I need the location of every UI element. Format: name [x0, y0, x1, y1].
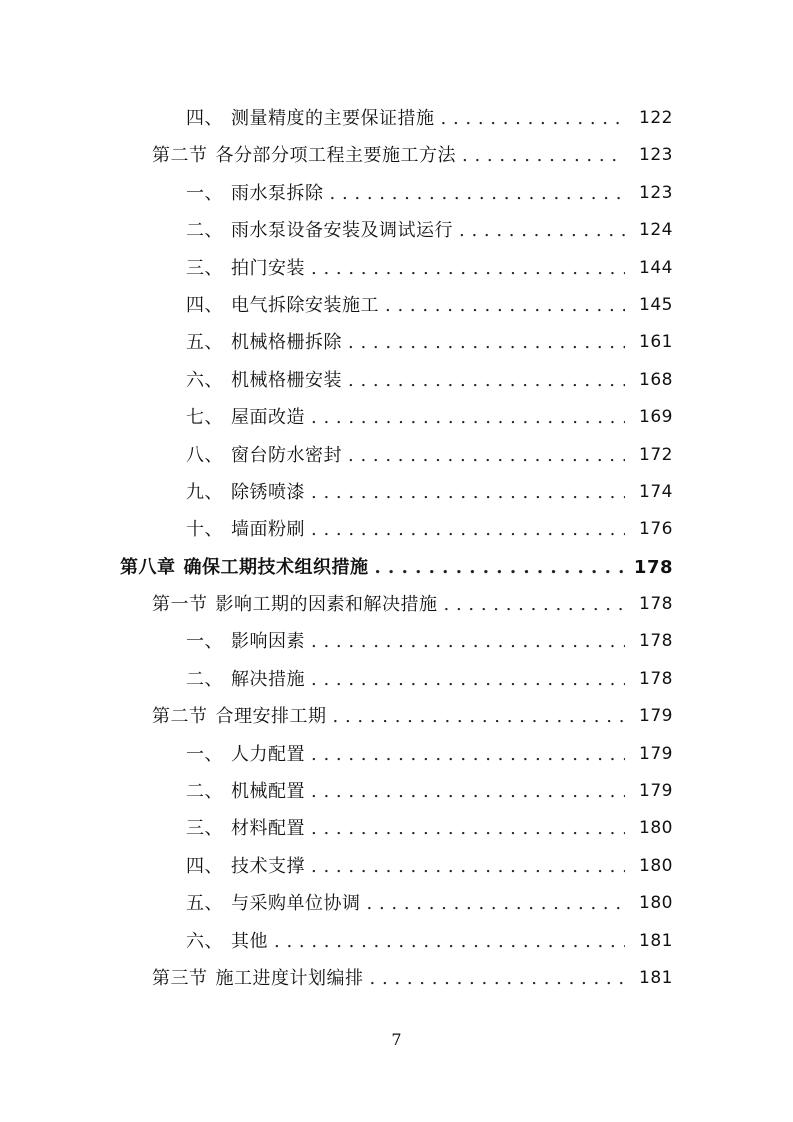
toc-entry-number: 十、 — [186, 519, 223, 541]
toc-entry-number: 二、 — [186, 220, 223, 242]
toc-item-entry[interactable] — [0, 250, 793, 287]
toc-entry-number: 第一节 — [152, 594, 208, 616]
toc-entry-number: 六、 — [186, 930, 223, 952]
dot-leader — [311, 810, 625, 847]
toc-entry-text: 测量精度的主要保证措施 — [231, 108, 435, 129]
toc-entry-text: 窗台防水密封 — [231, 444, 342, 466]
dot-leader — [459, 212, 625, 249]
toc-entry-text: 确保工期技术组织措施 — [183, 556, 369, 578]
dot-leader — [385, 287, 625, 324]
dot-leader — [370, 960, 626, 997]
toc-item-entry[interactable] — [0, 175, 793, 212]
toc-entry-text: 技术支撑 — [231, 855, 305, 877]
toc-entry-page-number: 123 — [639, 182, 673, 203]
toc-entry-number: 第二节 — [152, 145, 208, 167]
toc-entry-page-number: 178 — [639, 594, 673, 615]
toc-entry-number: 第八章 — [120, 556, 176, 578]
toc-entry-number: 三、 — [186, 257, 223, 279]
toc-chapter-entry[interactable] — [0, 549, 793, 586]
toc-entry-text: 其他 — [231, 930, 268, 952]
toc-section-entry[interactable] — [0, 698, 793, 735]
toc-entry-number: 第三节 — [152, 967, 208, 989]
dot-leader — [462, 137, 625, 174]
toc-entry-text: 影响工期的因素和解决措施 — [215, 594, 438, 616]
dot-leader — [311, 661, 625, 698]
toc-entry-page-number: 168 — [639, 369, 673, 390]
toc-entry-title — [186, 175, 324, 212]
toc-entry-title — [186, 773, 305, 810]
dot-leader — [311, 623, 625, 660]
toc-entry-text: 影响因素 — [231, 631, 305, 653]
dot-leader — [444, 586, 626, 623]
toc-entry-number: 第二节 — [152, 706, 208, 728]
toc-item-entry[interactable] — [0, 885, 793, 922]
dot-leader — [311, 474, 625, 511]
toc-entry-page-number: 123 — [639, 145, 673, 166]
toc-entry-title — [186, 885, 361, 922]
toc-entry-number: 一、 — [186, 182, 223, 204]
toc-entry-title — [186, 362, 342, 399]
toc-entry-number: 六、 — [186, 369, 223, 391]
toc-entry-title — [120, 549, 369, 586]
dot-leader — [274, 923, 625, 960]
toc-entry-number: 一、 — [186, 743, 223, 765]
toc-entry-text: 雨水泵拆除 — [231, 182, 324, 204]
toc-item-entry[interactable] — [0, 399, 793, 436]
toc-entry-title — [186, 923, 268, 960]
toc-entry-page-number: 144 — [639, 257, 673, 278]
toc-entry-title — [186, 212, 453, 249]
toc-item-entry[interactable] — [0, 287, 793, 324]
toc-entry-number: 四、 — [186, 855, 223, 877]
toc-section-entry[interactable] — [0, 137, 793, 174]
toc-section-entry[interactable] — [0, 586, 793, 623]
toc-entry-text: 墙面粉刷 — [231, 519, 305, 541]
toc-entry-text: 雨水泵设备安装及调试运行 — [231, 220, 453, 242]
toc-entry-text: 施工进度计划编排 — [215, 967, 364, 989]
toc-entry-page-number: 122 — [639, 108, 673, 128]
dot-leader — [311, 399, 625, 436]
toc-entry-title — [152, 586, 438, 623]
toc-item-entry[interactable] — [0, 661, 793, 698]
toc-entry-text: 解决措施 — [231, 668, 305, 690]
toc-entry-page-number: 179 — [639, 781, 673, 802]
toc-item-entry[interactable] — [0, 437, 793, 474]
toc-entry-page-number: 178 — [633, 556, 673, 578]
toc-entry-title — [152, 960, 364, 997]
toc-entry-text: 机械格栅拆除 — [231, 332, 342, 354]
toc-section-entry[interactable] — [0, 960, 793, 997]
toc-entry-title — [186, 623, 305, 660]
toc-entry-number: 二、 — [186, 668, 223, 690]
toc-entry-number: 四、 — [186, 294, 223, 316]
toc-entry-page-number: 178 — [639, 668, 673, 689]
toc-entry-title — [186, 100, 435, 137]
dot-leader — [311, 848, 625, 885]
toc-entry-title — [186, 810, 305, 847]
toc-entry-page-number: 180 — [639, 855, 673, 876]
toc-entry-number: 四、 — [186, 108, 223, 129]
toc-entry-page-number: 181 — [639, 967, 673, 988]
toc-entry-page-number: 181 — [639, 930, 673, 951]
toc-entry-number: 五、 — [186, 332, 223, 354]
toc-entry-page-number: 180 — [639, 818, 673, 839]
toc-entry-title — [186, 848, 305, 885]
toc-item-entry[interactable] — [0, 810, 793, 847]
toc-entry-title — [152, 137, 456, 174]
toc-entry-text: 机械格栅安装 — [231, 369, 342, 391]
dot-leader — [441, 100, 626, 137]
toc-entry-number: 九、 — [186, 481, 223, 503]
toc-item-entry[interactable] — [0, 362, 793, 399]
toc-item-entry[interactable] — [0, 511, 793, 548]
toc-entry-page-number: 174 — [639, 481, 673, 502]
dot-leader — [311, 511, 625, 548]
toc-entry-text: 人力配置 — [231, 743, 305, 765]
toc-entry-title — [186, 399, 305, 436]
toc-entry-page-number: 172 — [639, 444, 673, 465]
toc-entry-number: 八、 — [186, 444, 223, 466]
toc-entry-number: 二、 — [186, 781, 223, 803]
toc-item-entry[interactable] — [0, 736, 793, 773]
dot-leader — [311, 250, 625, 287]
toc-entry-page-number: 179 — [639, 743, 673, 764]
toc-entry-text: 拍门安装 — [231, 257, 305, 279]
toc-entry-page-number: 178 — [639, 631, 673, 652]
dot-leader — [348, 362, 625, 399]
toc-entry-text: 各分部分项工程主要施工方法 — [215, 145, 456, 167]
dot-leader — [333, 698, 626, 735]
toc-entry-text: 与采购单位协调 — [231, 893, 361, 915]
toc-entry-text: 屋面改造 — [231, 407, 305, 429]
toc-item-entry[interactable] — [0, 212, 793, 249]
toc-entry-title — [186, 474, 305, 511]
toc-entry-title — [186, 324, 342, 361]
toc-entry-page-number: 180 — [639, 893, 673, 914]
toc-entry-text: 电气拆除安装施工 — [231, 294, 379, 316]
toc-entry-number: 一、 — [186, 631, 223, 653]
toc-entry-title — [186, 437, 342, 474]
dot-leader — [367, 885, 626, 922]
dot-leader — [348, 437, 625, 474]
toc-item-entry[interactable] — [0, 623, 793, 660]
toc-item-entry[interactable] — [0, 324, 793, 361]
dot-leader — [330, 175, 626, 212]
toc-entry-page-number: 176 — [639, 519, 673, 540]
toc-entry-title — [186, 511, 305, 548]
toc-entry-text: 合理安排工期 — [215, 706, 327, 728]
toc-entry-page-number: 169 — [639, 407, 673, 428]
dot-leader — [311, 736, 625, 773]
page-number-footer: 7 — [391, 1030, 402, 1049]
toc-entry-title — [152, 698, 327, 735]
toc-entry-title — [186, 736, 305, 773]
toc-entry-page-number: 161 — [639, 332, 673, 353]
toc-entry-number: 七、 — [186, 407, 223, 429]
toc-entry-title — [186, 661, 305, 698]
toc-item-entry[interactable] — [0, 923, 793, 960]
toc-entry-page-number: 145 — [639, 294, 673, 315]
toc-entry-page-number: 179 — [639, 706, 673, 727]
table-of-contents — [0, 100, 793, 997]
toc-entry-text: 机械配置 — [231, 781, 305, 803]
toc-entry-number: 五、 — [186, 893, 223, 915]
toc-item-entry[interactable] — [0, 773, 793, 810]
toc-entry-page-number: 124 — [639, 220, 673, 241]
toc-item-entry[interactable] — [0, 100, 793, 137]
toc-item-entry[interactable] — [0, 848, 793, 885]
toc-entry-number: 三、 — [186, 818, 223, 840]
toc-entry-text: 除锈喷漆 — [231, 481, 305, 503]
dot-leader — [311, 773, 625, 810]
toc-entry-title — [186, 250, 305, 287]
toc-entry-title — [186, 287, 379, 324]
toc-entry-text: 材料配置 — [231, 818, 305, 840]
dot-leader — [375, 549, 626, 586]
dot-leader — [348, 324, 625, 361]
toc-item-entry[interactable] — [0, 474, 793, 511]
